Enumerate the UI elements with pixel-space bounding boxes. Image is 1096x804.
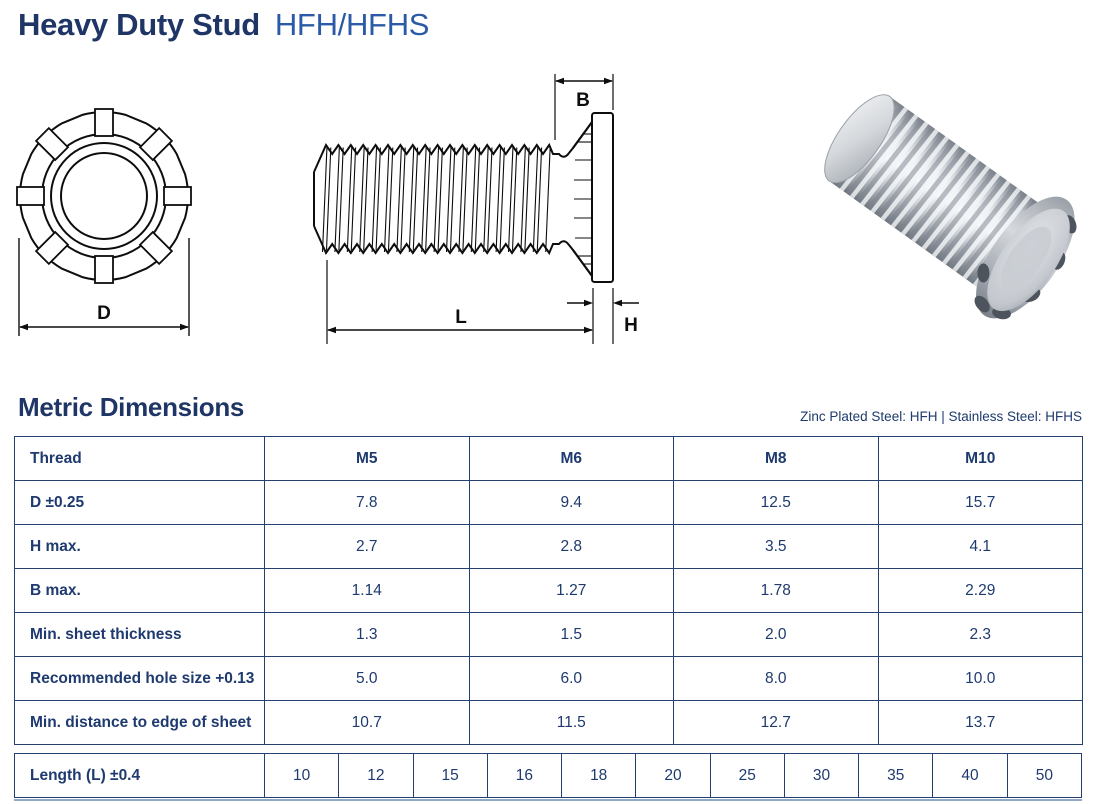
length-cell: 16 bbox=[487, 754, 561, 798]
value-cell: 4.1 bbox=[878, 525, 1083, 569]
value-cell: 2.29 bbox=[878, 569, 1083, 613]
row-label-cell: Thread bbox=[15, 437, 265, 481]
value-cell: 15.7 bbox=[878, 481, 1083, 525]
side-view-geometry bbox=[314, 74, 639, 344]
length-cell: 35 bbox=[859, 754, 933, 798]
dimension-d-label: D bbox=[97, 303, 111, 324]
front-view-geometry bbox=[17, 109, 191, 336]
value-cell: 3.5 bbox=[674, 525, 879, 569]
value-cell: 1.3 bbox=[265, 613, 470, 657]
side-view-svg bbox=[280, 60, 680, 350]
value-cell: 2.8 bbox=[469, 525, 674, 569]
row-label-cell: Min. sheet thickness bbox=[15, 613, 265, 657]
side-view-drawing bbox=[280, 60, 680, 350]
value-cell: 10.7 bbox=[265, 701, 470, 745]
value-cell: 9.4 bbox=[469, 481, 674, 525]
row-label-cell: D ±0.25 bbox=[15, 481, 265, 525]
table-row bbox=[15, 657, 1083, 701]
table-row bbox=[15, 481, 1083, 525]
value-cell: 5.0 bbox=[265, 657, 470, 701]
value-cell: 13.7 bbox=[878, 701, 1083, 745]
length-cell: 15 bbox=[413, 754, 487, 798]
row-label-cell: Length (L) ±0.4 bbox=[15, 754, 265, 798]
materials-note: Zinc Plated Steel: HFH | Stainless Steel: HFHS bbox=[800, 409, 1082, 424]
dimension-b-label: B bbox=[576, 90, 590, 111]
value-cell: 6.0 bbox=[469, 657, 674, 701]
length-cell: 18 bbox=[562, 754, 636, 798]
length-cell: 50 bbox=[1007, 754, 1081, 798]
page-title bbox=[18, 6, 429, 44]
length-table bbox=[14, 753, 1082, 798]
value-cell: 2.3 bbox=[878, 613, 1083, 657]
value-cell: 11.5 bbox=[469, 701, 674, 745]
value-cell: 8.0 bbox=[674, 657, 879, 701]
value-cell: 2.0 bbox=[674, 613, 879, 657]
value-cell: 12.7 bbox=[674, 701, 879, 745]
length-cell: 30 bbox=[784, 754, 858, 798]
product-model: HFH/HFHS bbox=[274, 7, 430, 42]
header-cell: M5 bbox=[265, 437, 470, 481]
header-cell: M8 bbox=[674, 437, 879, 481]
stud-3d-group bbox=[801, 69, 1096, 337]
section-heading: Metric Dimensions bbox=[18, 392, 245, 422]
row-label-cell: B max. bbox=[15, 569, 265, 613]
value-cell: 10.0 bbox=[878, 657, 1083, 701]
value-cell: 7.8 bbox=[265, 481, 470, 525]
table-header-row bbox=[15, 437, 1083, 481]
product-photo bbox=[790, 60, 1096, 350]
value-cell: 1.27 bbox=[469, 569, 674, 613]
dimension-l-label: L bbox=[455, 307, 467, 328]
header-cell: M6 bbox=[469, 437, 674, 481]
length-cell: 40 bbox=[933, 754, 1007, 798]
row-label-cell: Min. distance to edge of sheet bbox=[15, 701, 265, 745]
metric-dimensions-table bbox=[14, 436, 1083, 745]
value-cell: 1.78 bbox=[674, 569, 879, 613]
value-cell: 1.14 bbox=[265, 569, 470, 613]
length-cell: 25 bbox=[710, 754, 784, 798]
front-view-drawing bbox=[2, 88, 222, 348]
value-cell: 12.5 bbox=[674, 481, 879, 525]
row-label-cell: H max. bbox=[15, 525, 265, 569]
product-name: Heavy Duty Stud bbox=[18, 7, 260, 42]
length-cell: 12 bbox=[339, 754, 413, 798]
front-view-svg bbox=[2, 88, 222, 348]
length-cell: 10 bbox=[265, 754, 339, 798]
value-cell: 2.7 bbox=[265, 525, 470, 569]
table-row bbox=[15, 613, 1083, 657]
length-row bbox=[15, 754, 1082, 798]
length-cell: 20 bbox=[636, 754, 710, 798]
table-row bbox=[15, 525, 1083, 569]
stud-photo-svg bbox=[790, 60, 1096, 350]
value-cell: 1.5 bbox=[469, 613, 674, 657]
dimension-h-label: H bbox=[624, 315, 638, 336]
header-cell: M10 bbox=[878, 437, 1083, 481]
table-row bbox=[15, 701, 1083, 745]
row-label-cell: Recommended hole size +0.13 bbox=[15, 657, 265, 701]
table-row bbox=[15, 569, 1083, 613]
